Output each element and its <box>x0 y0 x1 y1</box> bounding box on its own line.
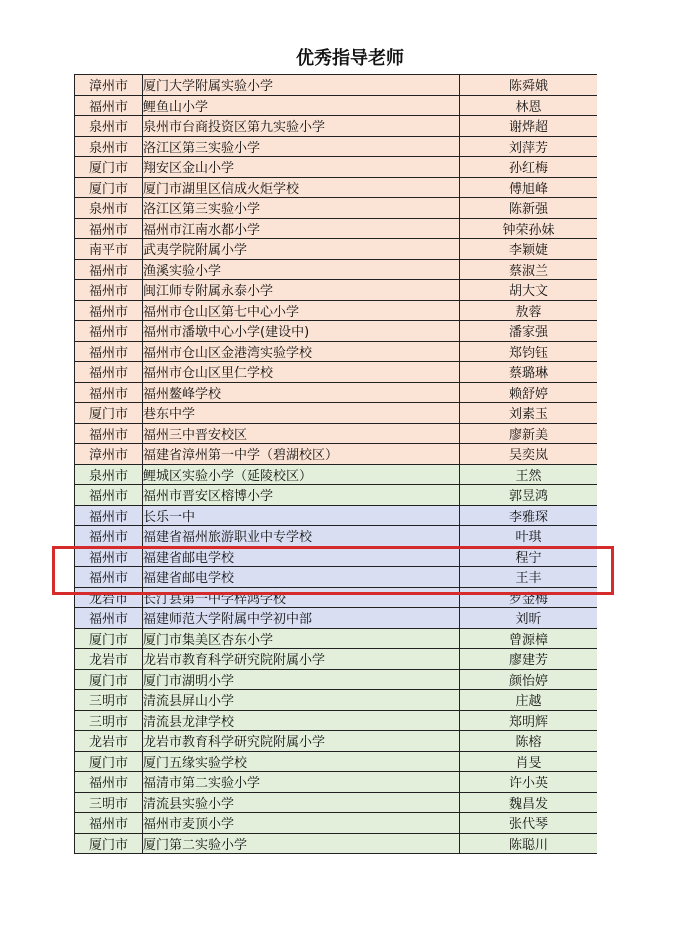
school-cell: 泉州市台商投资区第九实验小学 <box>143 116 460 137</box>
teacher-cell: 陈榕 <box>460 731 598 752</box>
school-cell: 武夷学院附属小学 <box>143 239 460 260</box>
table-row <box>75 403 598 424</box>
city-cell: 三明市 <box>75 792 143 813</box>
teacher-cell: 潘家强 <box>460 321 598 342</box>
city-cell: 厦门市 <box>75 403 143 424</box>
table-row <box>75 772 598 793</box>
school-cell: 洛江区第三实验小学 <box>143 136 460 157</box>
teacher-cell: 刘萍芳 <box>460 136 598 157</box>
teacher-cell: 蔡璐琳 <box>460 362 598 383</box>
city-cell: 厦门市 <box>75 833 143 854</box>
table-row <box>75 669 598 690</box>
city-cell: 福州市 <box>75 95 143 116</box>
city-cell: 龙岩市 <box>75 731 143 752</box>
table-row <box>75 116 598 137</box>
city-cell: 漳州市 <box>75 444 143 465</box>
teacher-table-body <box>75 75 598 854</box>
school-cell: 福州市仓山区第七中心小学 <box>143 300 460 321</box>
highlight-box <box>52 546 614 595</box>
table-row <box>75 362 598 383</box>
city-cell: 福州市 <box>75 382 143 403</box>
school-cell: 清流县龙津学校 <box>143 710 460 731</box>
city-cell: 厦门市 <box>75 628 143 649</box>
city-cell: 福州市 <box>75 280 143 301</box>
school-cell: 厦门五缘实验学校 <box>143 751 460 772</box>
table-row <box>75 485 598 506</box>
table-row <box>75 505 598 526</box>
school-cell: 福建省漳州第一中学（碧湖校区） <box>143 444 460 465</box>
table-row <box>75 300 598 321</box>
school-cell: 龙岩市教育科学研究院附属小学 <box>143 649 460 670</box>
table-row <box>75 218 598 239</box>
city-cell: 福州市 <box>75 341 143 362</box>
teacher-cell: 陈聪川 <box>460 833 598 854</box>
city-cell: 漳州市 <box>75 75 143 96</box>
teacher-cell: 叶琪 <box>460 526 598 547</box>
teacher-cell: 程宁 <box>460 546 598 567</box>
teacher-cell: 刘素玉 <box>460 403 598 424</box>
table-row <box>75 157 598 178</box>
teacher-table-viewport <box>74 74 597 858</box>
city-cell: 三明市 <box>75 690 143 711</box>
school-cell: 清流县屏山小学 <box>143 690 460 711</box>
teacher-cell: 蔡淑兰 <box>460 259 598 280</box>
city-cell: 福州市 <box>75 546 143 567</box>
city-cell: 龙岩市 <box>75 649 143 670</box>
city-cell: 福州市 <box>75 300 143 321</box>
table-row <box>75 833 598 854</box>
table-row <box>75 75 598 96</box>
city-cell: 福州市 <box>75 259 143 280</box>
teacher-cell: 吴奕岚 <box>460 444 598 465</box>
school-cell: 长汀县第一中学梓鸿学校 <box>143 587 460 608</box>
school-cell: 福州市仓山区里仁学校 <box>143 362 460 383</box>
table-row <box>75 177 598 198</box>
school-cell: 厦门市湖明小学 <box>143 669 460 690</box>
teacher-cell: 魏昌发 <box>460 792 598 813</box>
school-cell: 福州市仓山区金港湾实验学校 <box>143 341 460 362</box>
school-cell: 福州鳌峰学校 <box>143 382 460 403</box>
teacher-cell: 许小英 <box>460 772 598 793</box>
teacher-cell: 李颖婕 <box>460 239 598 260</box>
teacher-cell: 郑明辉 <box>460 710 598 731</box>
city-cell: 福州市 <box>75 485 143 506</box>
city-cell: 福州市 <box>75 608 143 629</box>
city-cell: 福州市 <box>75 218 143 239</box>
city-cell: 福州市 <box>75 813 143 834</box>
city-cell: 厦门市 <box>75 157 143 178</box>
table-row <box>75 813 598 834</box>
table-row <box>75 628 598 649</box>
school-cell: 福建省邮电学校 <box>143 546 460 567</box>
table-row <box>75 136 598 157</box>
city-cell: 泉州市 <box>75 464 143 485</box>
city-cell: 泉州市 <box>75 198 143 219</box>
table-row <box>75 526 598 547</box>
school-cell: 闽江师专附属永泰小学 <box>143 280 460 301</box>
school-cell: 厦门第二实验小学 <box>143 833 460 854</box>
table-row <box>75 382 598 403</box>
teacher-cell: 钟荣孙妹 <box>460 218 598 239</box>
school-cell: 福建师范大学附属中学初中部 <box>143 608 460 629</box>
school-cell: 福州市江南水都小学 <box>143 218 460 239</box>
city-cell: 福州市 <box>75 362 143 383</box>
teacher-cell: 胡大文 <box>460 280 598 301</box>
table-row <box>75 259 598 280</box>
table-row <box>75 341 598 362</box>
school-cell: 长乐一中 <box>143 505 460 526</box>
table-row <box>75 751 598 772</box>
school-cell: 巷东中学 <box>143 403 460 424</box>
school-cell: 翔安区金山小学 <box>143 157 460 178</box>
teacher-cell: 庄越 <box>460 690 598 711</box>
school-cell: 福州市晋安区榕博小学 <box>143 485 460 506</box>
teacher-cell: 刘昕 <box>460 608 598 629</box>
teacher-cell: 罗金梅 <box>460 587 598 608</box>
teacher-cell: 郑钧钰 <box>460 341 598 362</box>
teacher-cell: 王丰 <box>460 567 598 588</box>
table-row <box>75 608 598 629</box>
city-cell: 南平市 <box>75 239 143 260</box>
teacher-cell: 赖舒婷 <box>460 382 598 403</box>
school-cell: 渔溪实验小学 <box>143 259 460 280</box>
city-cell: 厦门市 <box>75 751 143 772</box>
teacher-cell: 林恩 <box>460 95 598 116</box>
city-cell: 三明市 <box>75 710 143 731</box>
city-cell: 泉州市 <box>75 116 143 137</box>
school-cell: 洛江区第三实验小学 <box>143 198 460 219</box>
teacher-cell: 肖旻 <box>460 751 598 772</box>
table-row <box>75 239 598 260</box>
table-row <box>75 792 598 813</box>
teacher-cell: 陈新强 <box>460 198 598 219</box>
school-cell: 厦门市湖里区信成火炬学校 <box>143 177 460 198</box>
table-row <box>75 710 598 731</box>
school-cell: 龙岩市教育科学研究院附属小学 <box>143 731 460 752</box>
table-row <box>75 423 598 444</box>
city-cell: 福州市 <box>75 772 143 793</box>
school-cell: 厦门市集美区杏东小学 <box>143 628 460 649</box>
teacher-cell: 郭昱鸿 <box>460 485 598 506</box>
school-cell: 鲤城区实验小学（延陵校区） <box>143 464 460 485</box>
city-cell: 福州市 <box>75 567 143 588</box>
table-row <box>75 321 598 342</box>
teacher-cell: 王然 <box>460 464 598 485</box>
school-cell: 厦门大学附属实验小学 <box>143 75 460 96</box>
teacher-cell: 廖新美 <box>460 423 598 444</box>
school-cell: 福建省邮电学校 <box>143 567 460 588</box>
table-row <box>75 280 598 301</box>
document-title: 优秀指导老师 <box>296 48 404 69</box>
teacher-cell: 颜怡婷 <box>460 669 598 690</box>
table-row <box>75 649 598 670</box>
city-cell: 福州市 <box>75 321 143 342</box>
teacher-cell: 李雅琛 <box>460 505 598 526</box>
school-cell: 鲤鱼山小学 <box>143 95 460 116</box>
school-cell: 福州三中晋安校区 <box>143 423 460 444</box>
table-row <box>75 464 598 485</box>
teacher-cell: 敖蓉 <box>460 300 598 321</box>
table-row <box>75 444 598 465</box>
teacher-cell: 陈舜娥 <box>460 75 598 96</box>
school-cell: 福建省福州旅游职业中专学校 <box>143 526 460 547</box>
teacher-cell: 傅旭峰 <box>460 177 598 198</box>
city-cell: 厦门市 <box>75 177 143 198</box>
table-row <box>75 690 598 711</box>
school-cell: 福清市第二实验小学 <box>143 772 460 793</box>
city-cell: 福州市 <box>75 526 143 547</box>
city-cell: 厦门市 <box>75 669 143 690</box>
city-cell: 龙岩市 <box>75 587 143 608</box>
city-cell: 福州市 <box>75 505 143 526</box>
table-row <box>75 731 598 752</box>
teacher-table <box>74 74 597 854</box>
teacher-cell: 廖建芳 <box>460 649 598 670</box>
table-row <box>75 198 598 219</box>
city-cell: 泉州市 <box>75 136 143 157</box>
teacher-cell: 曾源樟 <box>460 628 598 649</box>
school-cell: 福州市麦顶小学 <box>143 813 460 834</box>
teacher-cell: 孙红梅 <box>460 157 598 178</box>
city-cell: 福州市 <box>75 423 143 444</box>
school-cell: 清流县实验小学 <box>143 792 460 813</box>
table-row <box>75 95 598 116</box>
teacher-cell: 谢烨超 <box>460 116 598 137</box>
school-cell: 福州市潘墩中心小学(建设中) <box>143 321 460 342</box>
teacher-cell: 张代琴 <box>460 813 598 834</box>
